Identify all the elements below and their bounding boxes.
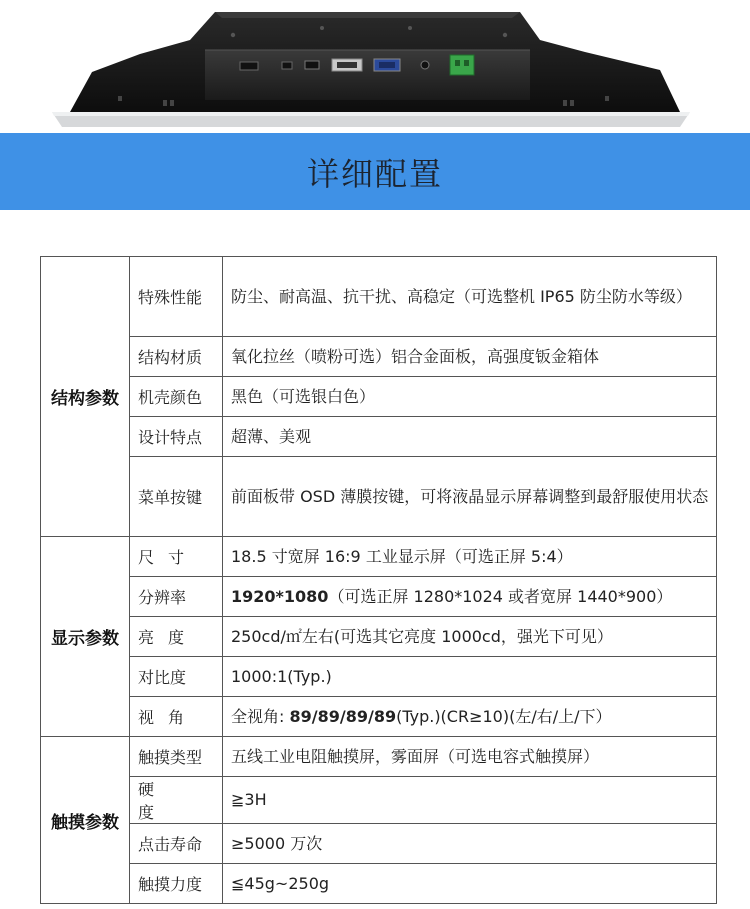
resolution-value: 1920*1080 xyxy=(231,586,329,606)
group-touch: 触摸参数 xyxy=(41,737,130,904)
row-value: ≦45g~250g xyxy=(223,864,717,904)
row-value: ≥5000 万次 xyxy=(223,824,717,864)
row-label: 对比度 xyxy=(130,657,223,697)
table-row xyxy=(41,577,717,617)
row-value xyxy=(223,577,717,617)
row-value: 超薄、美观 xyxy=(223,417,717,457)
row-value: 前面板带 OSD 薄膜按键，可将液晶显示屏幕调整到最舒服使用状态 xyxy=(223,457,717,537)
row-label: 分辨率 xyxy=(130,577,223,617)
row-value xyxy=(223,697,717,737)
section-banner xyxy=(0,133,750,210)
row-label: 亮度 xyxy=(130,617,223,657)
row-value: 黑色（可选银白色） xyxy=(223,377,717,417)
table-row xyxy=(41,617,717,657)
viewing-angle-value: 89/89/89/89 xyxy=(289,706,397,726)
row-value: 1000:1(Typ.) xyxy=(223,657,717,697)
group-structure: 结构参数 xyxy=(41,257,130,537)
table-row xyxy=(41,337,717,377)
row-value: 氧化拉丝（喷粉可选）铝合金面板，高强度钣金箱体 xyxy=(223,337,717,377)
viewing-angle-suffix: (Typ.)(CR≥10)(左/右/上/下） xyxy=(396,706,612,726)
row-label: 菜单按键 xyxy=(130,457,223,537)
table-row xyxy=(41,737,717,777)
table-row xyxy=(41,537,717,577)
table-row xyxy=(41,377,717,417)
product-photo xyxy=(0,0,750,133)
row-label: 特殊性能 xyxy=(130,257,223,337)
table-row xyxy=(41,457,717,537)
resolution-options: （可选正屏 1280*1024 或者宽屏 1440*900） xyxy=(328,586,673,606)
row-value: 18.5 寸宽屏 16:9 工业显示屏（可选正屏 5:4） xyxy=(223,537,717,577)
spec-table xyxy=(40,256,717,904)
row-value: 五线工业电阻触摸屏，雾面屏（可选电容式触摸屏） xyxy=(223,737,717,777)
row-value: 防尘、耐高温、抗干扰、高稳定（可选整机 IP65 防尘防水等级） xyxy=(223,257,717,337)
table-row xyxy=(41,257,717,337)
row-label: 触摸力度 xyxy=(130,864,223,904)
table-row xyxy=(41,657,717,697)
row-label: 结构材质 xyxy=(130,337,223,377)
row-value: ≧3H xyxy=(223,777,717,824)
monitor-rear-view-icon xyxy=(0,0,750,133)
row-label: 尺寸 xyxy=(130,537,223,577)
row-label: 视角 xyxy=(130,697,223,737)
table-row xyxy=(41,777,717,824)
row-label: 设计特点 xyxy=(130,417,223,457)
row-label: 触摸类型 xyxy=(130,737,223,777)
row-label: 点击寿命 xyxy=(130,824,223,864)
viewing-angle-prefix: 全视角: xyxy=(231,706,290,726)
banner-title: 详细配置 xyxy=(306,154,443,193)
table-row xyxy=(41,824,717,864)
row-value: 250cd/㎡左右(可选其它亮度 1000cd，强光下可见） xyxy=(223,617,717,657)
group-display: 显示参数 xyxy=(41,537,130,737)
table-row xyxy=(41,417,717,457)
table-row xyxy=(41,697,717,737)
row-label: 硬度 xyxy=(130,777,223,824)
row-label: 机壳颜色 xyxy=(130,377,223,417)
table-row xyxy=(41,864,717,904)
